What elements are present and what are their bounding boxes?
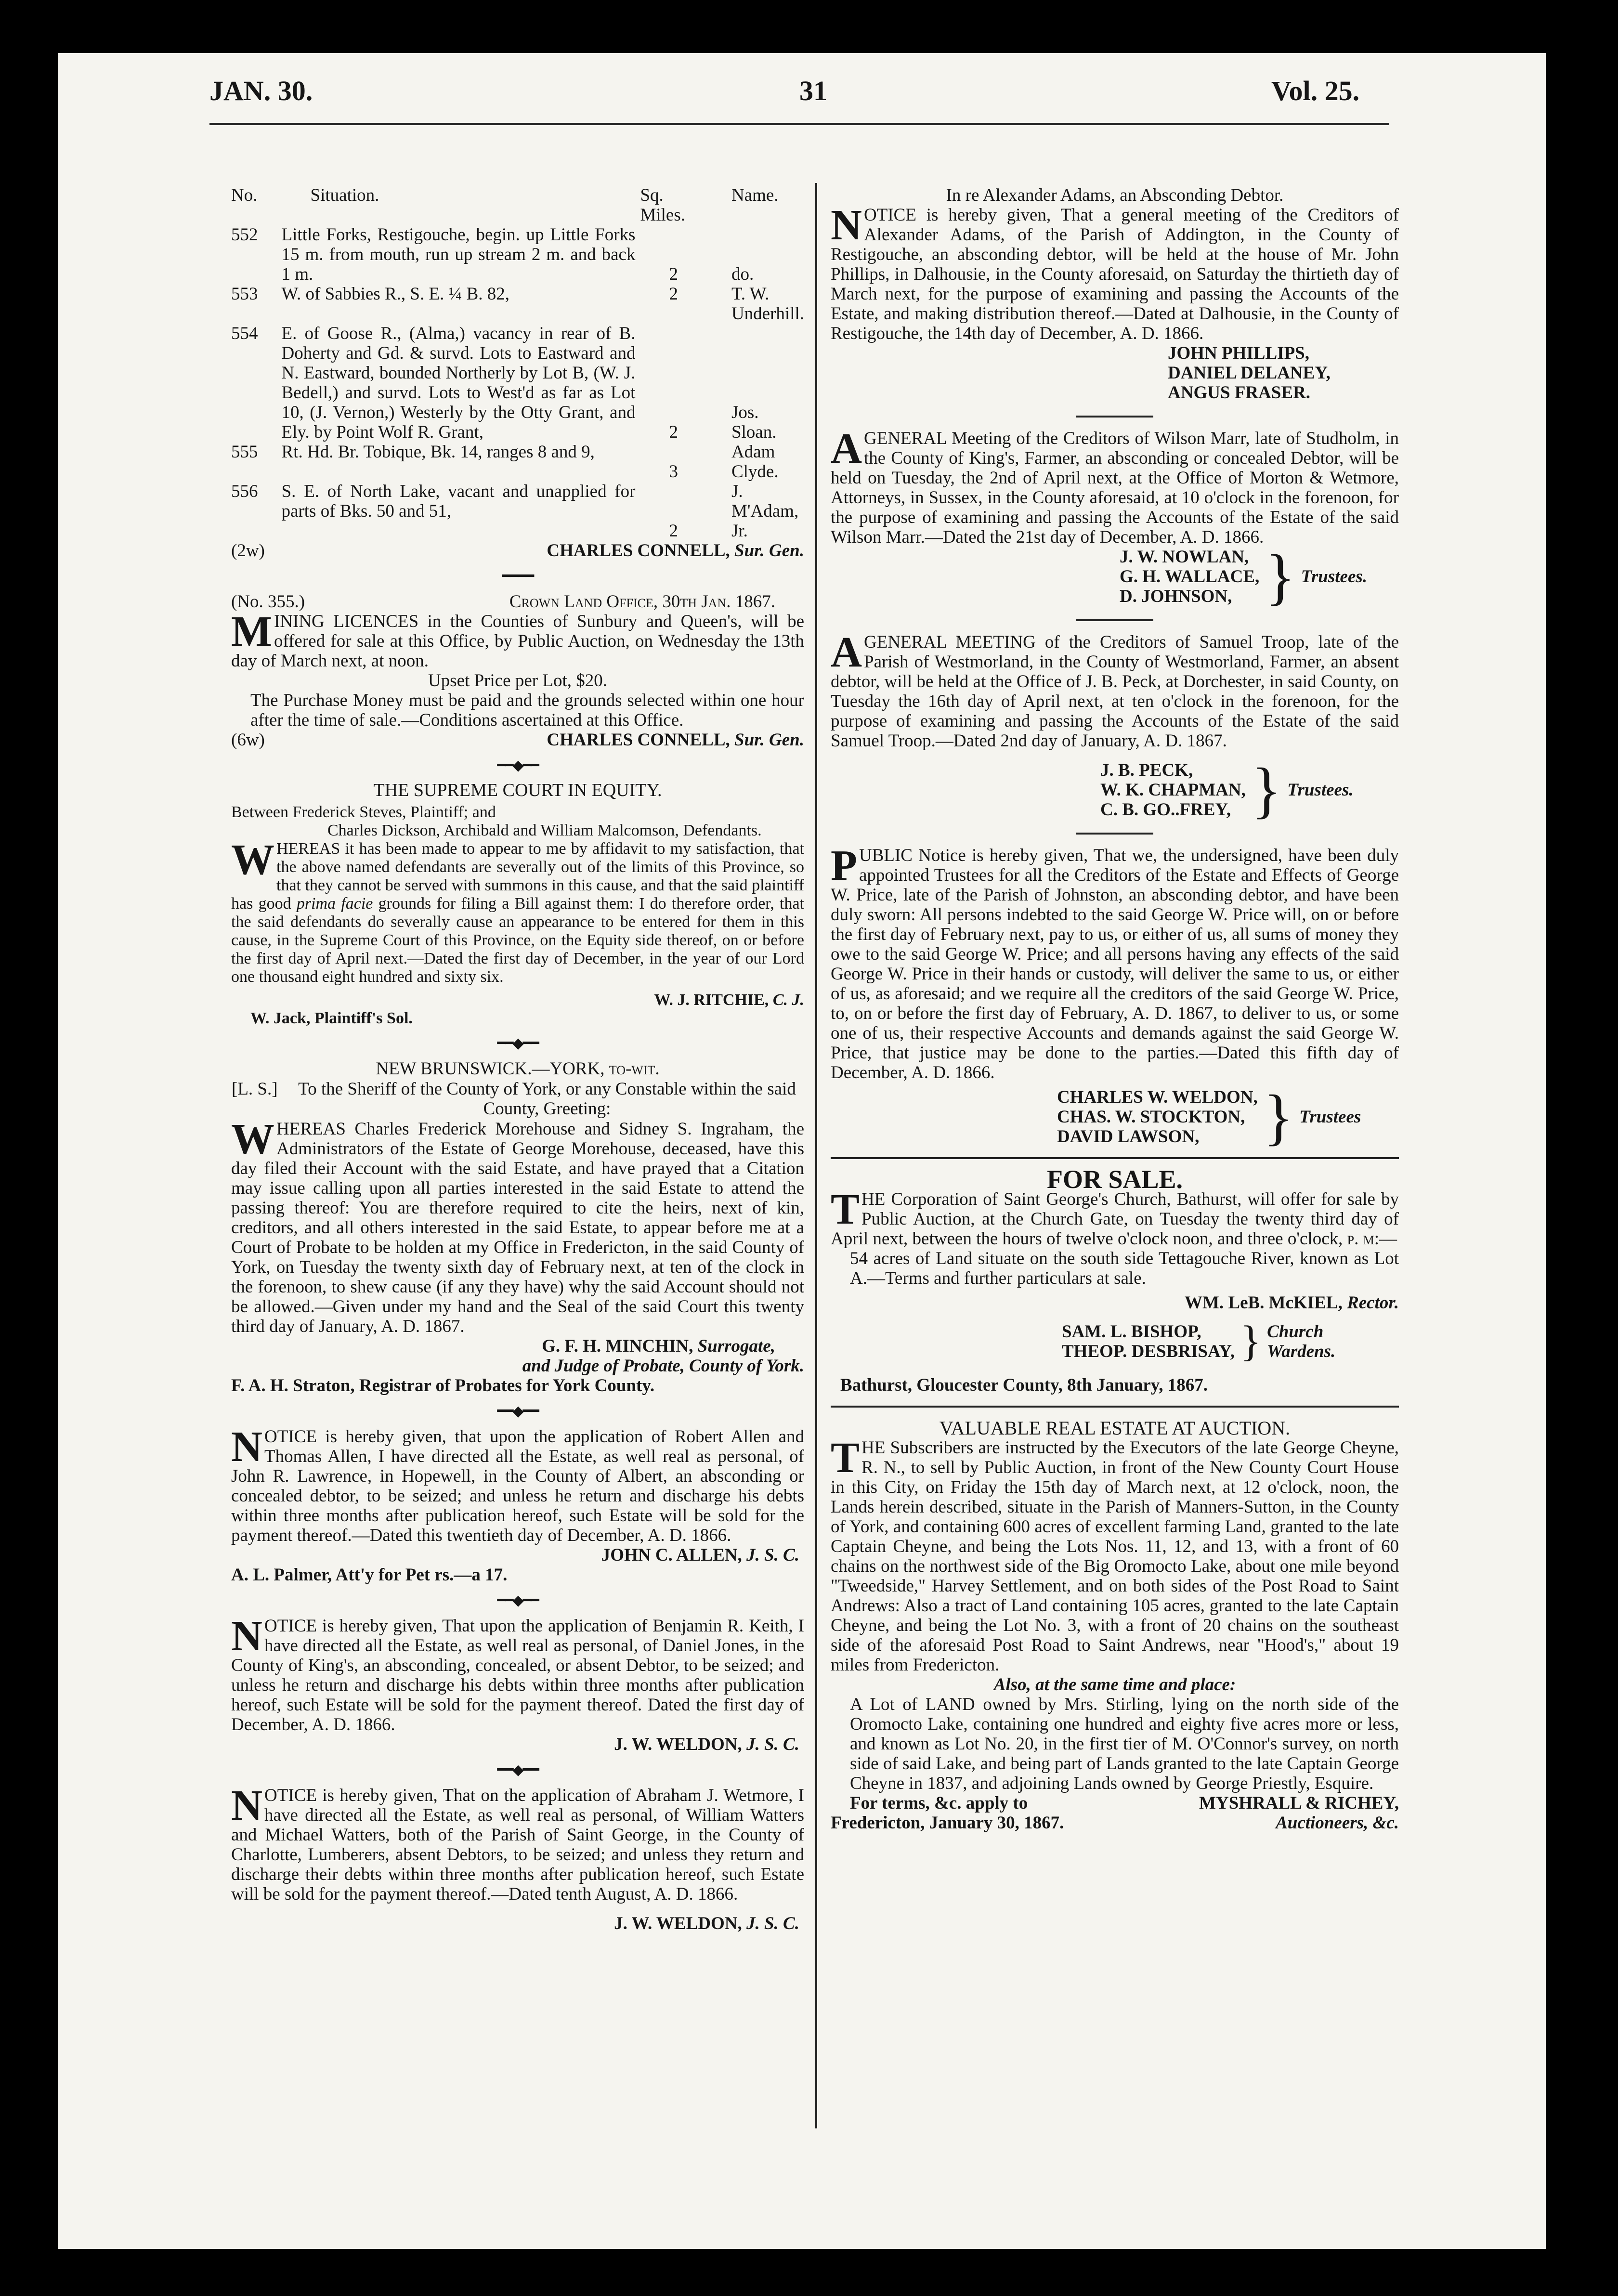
notice-title: NEW BRUNSWICK.—YORK, to-wit. xyxy=(376,1059,660,1079)
apply-text: For terms, &c. apply to xyxy=(850,1793,1028,1813)
trustees xyxy=(831,1082,1399,1152)
row-no: 554 xyxy=(231,324,258,343)
trustee: CHARLES W. WELDON, xyxy=(1057,1087,1258,1107)
brace: } xyxy=(1240,1318,1262,1365)
troop-notice xyxy=(831,628,1399,825)
adams-notice xyxy=(831,185,1399,403)
row-name: Adam Clyde. xyxy=(731,442,779,482)
dateline: Bathurst, Gloucester County, 8th January, 1867. xyxy=(840,1375,1208,1395)
trustee: W. K. CHAPMAN, xyxy=(1100,780,1246,800)
notice-body: NOTICE is hereby given, that upon the application of Robert Allen and Thomas Allen, I have directed all the Estate, as well real as personal, of John R. Lawrence, in Hopewell, in the County of Albert, an absconding or concealed debtor, to be seized; and unless he return and discharge his debts within three months after publication hereof, such Estate will be sold for the payment thereof.—Dated this twentieth day of December, A. D. 1866. xyxy=(231,1423,804,1545)
row-name: T. W. Underhill. xyxy=(731,284,805,324)
citation-address xyxy=(231,1079,804,1119)
auction-notice xyxy=(831,1418,1399,1833)
page-number: 31 xyxy=(799,75,827,106)
firm-title: Auctioneers, &c. xyxy=(1276,1813,1399,1833)
notice-body: THE Corporation of Saint George's Church, Bathurst, will offer for sale by Public Auction, at the Church Gate, on Tuesday the twenty third day of April next, between the hours of twelve o'clock noon, and three o'clock, p. m:— xyxy=(831,1186,1399,1249)
ornament-divider: ━━◆━━ xyxy=(497,757,538,773)
notice-body: PUBLIC Notice is hereby given, That we, the undersigned, have been duly appointed Trustees for all the Creditors of the Estate and Effects of George W. Price, late of the Parish of Johnston, an absconding debtor, and have been duly sworn: All persons indebted to the said George W. Price will, on or before the first day of February next, pay to us, or either of us, all sums of money they owe to the said George W. Price; and all persons having any effects of the said George W. Price in their hands or custody, will deliver the same to us, or either of us, as aforesaid; and we require all the creditors of the said George W. Price, to, on or before the first day of February, A. D. 1867, to deliver to us, or some one of us, their respective Accounts and demands against the said George W. Price, that justice may be done to the parties.—Dated this fifth day of December, A. D. 1866. xyxy=(831,842,1399,1083)
marr-notice xyxy=(831,425,1399,612)
ornament-divider: ━━◆━━ xyxy=(497,1762,538,1778)
row-no: 553 xyxy=(231,284,258,304)
short-rule xyxy=(831,825,1399,840)
short-rule xyxy=(831,612,1399,626)
trustee-names xyxy=(1057,1087,1258,1147)
registrar: F. A. H. Straton, Registrar of Probates for York County. xyxy=(231,1376,655,1396)
price-notice xyxy=(831,842,1399,1152)
land-table-header xyxy=(231,185,804,225)
notice-body: NOTICE is hereby given, That on the application of Abraham J. Wetmore, I have directed all the Estate, as well real as personal, of William Watters and Michael Watters, both of the Parish of Saint George, in the County of Charlotte, Lumberers, absent Debtors, to be seized; and unless they return and discharge their debts within three months after publication hereof, such Estate will be sold for the payment thereof.—Dated tenth August, A. D. 1866. xyxy=(231,1782,804,1904)
dateline: Fredericton, January 30, 1867. xyxy=(831,1813,1064,1833)
row-situation: E. of Goose R., (Alma,) vacancy in rear of B. Doherty and Gd. & survd. Lots to Eastward and N. Eastward, bounded Northerly by Lot B, (W. J. Bedell,) and survd. Lots to West'd as far as Lot 10, (J. Vernon,) Westerly by the Otty Grant, and Ely. by Point Wolf R. Grant, xyxy=(281,324,636,442)
row-sq: 2 xyxy=(669,284,678,304)
col-situation: Situation. xyxy=(310,185,379,205)
row-no: 556 xyxy=(231,482,258,501)
table-row xyxy=(231,482,804,541)
column-divider xyxy=(815,183,817,2128)
notice-body: WHEREAS Charles Frederick Morehouse and Sidney S. Ingraham, the Administrators of the Estate of George Morehouse, deceased, have this day filed their Account with the said Estate, and have prayed that a Citation may issue calling upon all parties interested in the said Estate to attend the passing thereof: You are therefore required to cite the heirs, next of kin, creditors, and all others interested in the said Estate, to appear before me at a Court of Probate to be holden at my Office in Fredericton, in the said County of York, on Tuesday the twenty sixth day of February next, at ten of the clock in the forenoon, to shew cause (if any they have) why the said Account should not be allowed.—Given under my hand and the Seal of the said Court this twenty third day of January, A. D. 1867. xyxy=(231,1115,804,1336)
auction-footer xyxy=(831,1813,1399,1833)
signature: W. J. RITCHIE, C. J. xyxy=(654,991,804,1009)
row-no: 552 xyxy=(231,225,258,245)
row-name: do. xyxy=(731,264,754,284)
warden-names xyxy=(1062,1322,1235,1361)
full-rule xyxy=(831,1157,1399,1159)
drop-cap: A xyxy=(831,628,862,676)
trustee: CHAS. W. STOCKTON, xyxy=(1057,1107,1245,1127)
notice-body: 54 acres of Land situate on the south side Tettagouche River, known as Lot A.—Terms and further particulars at sale. xyxy=(850,1249,1399,1288)
trustee-names xyxy=(1100,760,1246,820)
row-sq: 2 xyxy=(669,521,678,541)
notice-body: WHEREAS it has been made to appear to me by affidavit to my satisfaction, that the above named defendants are severally out of the limits of this Province, so that they cannot be served with summons in this cause, and that the said plaintiff has good prima facie grounds for filing a Bill against them: I do therefore order, that the said defendants do severally cause an appearance to be entered for them in this cause, in the Supreme Court of this Province, on the Equity side thereof, on or before the first day of April next.—Dated the first day of December, in the year of our Lord one thousand eight hundred and sixty six. xyxy=(231,836,804,986)
trustee: G. H. WALLACE, xyxy=(1120,567,1260,587)
trustee: D. JOHNSON, xyxy=(1120,587,1232,606)
trustee: J. W. NOWLAN, xyxy=(1120,547,1249,567)
signers xyxy=(831,343,1399,403)
signature: J. W. WELDON, J. S. C. xyxy=(614,1914,799,1933)
notice-body: AGENERAL MEETING of the Creditors of Samuel Troop, late of the Parish of Westmorland, in the County of Westmorland, Farmer, an absent debtor, will be held at the Office of J. B. Peck, at Dorchester, in said County, on Tuesday the 16th day of April next, at ten o'clock in the forenoon, for the purpose of examining and passing the Accounts of the Estate of the said Samuel Troop.—Dated 2nd day of January, A. D. 1867. xyxy=(831,628,1399,751)
mining-licences-notice xyxy=(231,592,804,750)
notice-body: A Lot of LAND owned by Mrs. Stirling, lying on the north side of the Oromocto Lake, containing one hundred and eighty five acres more or less, and known as Lot No. 20, in the first tier of M. O'Connor's survey, on north side of said Lake, and being part of Lands granted to the late Captain George Cheyne in 1837, and adjoining Lands owned by George Priestly, Esquire. xyxy=(850,1695,1399,1793)
row-sq: 2 xyxy=(669,422,678,442)
ornament-divider: ━━━━ xyxy=(502,568,534,584)
row-situation: S. E. of North Lake, vacant and unapplied for parts of Bks. 50 and 51, xyxy=(281,482,636,521)
notice-number: (No. 355.) xyxy=(231,592,305,612)
apply-line xyxy=(831,1793,1399,1813)
notice-title: THE SUPREME COURT IN EQUITY. xyxy=(373,780,662,800)
short-rule xyxy=(831,408,1399,423)
notice-title: In re Alexander Adams, an Absconding Debtor. xyxy=(946,185,1284,205)
signature: JOHN C. ALLEN, J. S. C. xyxy=(601,1545,799,1565)
left-column xyxy=(231,185,804,1933)
notice-title: FOR SALE. xyxy=(1046,1165,1183,1194)
row-sq: 2 xyxy=(669,264,678,284)
trustee: C. B. GO..FREY, xyxy=(1100,800,1231,820)
notice-wetmore xyxy=(231,1782,804,1933)
drop-cap: W xyxy=(231,1115,274,1163)
header-volume: Vol. 25. xyxy=(1271,75,1360,106)
parties: Between Frederick Steves, Plaintiff; and xyxy=(231,803,496,821)
also-heading: Also, at the same time and place: xyxy=(993,1675,1236,1695)
notice-footer xyxy=(231,730,804,750)
land-table-footer xyxy=(231,541,804,561)
drop-cap: T xyxy=(831,1186,860,1233)
drop-cap: A xyxy=(831,425,862,472)
seal: [L. S.] xyxy=(232,1079,278,1099)
row-situation: Little Forks, Restigouche, begin. up Little Forks 15 m. from mouth, run up stream 2 m. and back 1 m. xyxy=(281,225,636,284)
notice-body: MINING LICENCES in the Counties of Sunbury and Queen's, will be offered for sale at this Office, by Public Auction, on Wednesday the 13th day of March next, at noon. xyxy=(231,608,804,671)
col-name: Name. xyxy=(731,185,779,205)
table-row xyxy=(231,284,804,324)
signature: WM. LeB. McKIEL, Rector. xyxy=(1184,1293,1399,1313)
warden: SAM. L. BISHOP, xyxy=(1062,1322,1201,1342)
header-rule xyxy=(209,123,1389,125)
drop-cap: N xyxy=(831,201,862,249)
drop-cap: N xyxy=(231,1423,262,1471)
signer: ANGUS FRASER. xyxy=(1168,383,1311,403)
ornament-divider: ━━◆━━ xyxy=(497,1035,538,1051)
trustee-role: Trustees xyxy=(1299,1107,1361,1127)
brace: } xyxy=(1265,542,1295,612)
drop-cap: M xyxy=(231,608,272,655)
wardens xyxy=(831,1313,1399,1370)
trustee: J. B. PECK, xyxy=(1100,760,1193,780)
brace: } xyxy=(1251,755,1282,825)
row-no: 555 xyxy=(231,442,258,462)
land-table xyxy=(231,185,804,541)
notice-body: NOTICE is hereby given, That a general meeting of the Creditors of Alexander Adams, of the Parish of Addington, in the County of Restigouche, an absconding debtor, will be held at the house of Mr. John Phillips, in Dalhousie, in the County aforesaid, on Saturday the thirtieth day of March next, for the purpose of examining and passing the Accounts of the Estate, and making distribution thereof.—Dated at Dalhousie, in the County of Restigouche, the 14th day of December, A. D. 1866. xyxy=(831,201,1399,343)
row-name: J. M'Adam, Jr. xyxy=(731,482,799,541)
solicitor: W. Jack, Plaintiff's Sol. xyxy=(250,1009,413,1027)
right-column xyxy=(831,185,1399,1833)
trustee: DAVID LAWSON, xyxy=(1057,1127,1200,1147)
col-sqmiles: Sq. Miles. xyxy=(640,185,685,225)
page-header xyxy=(0,75,1618,128)
signer: DANIEL DELANEY, xyxy=(1168,363,1331,383)
row-name: Jos. Sloan. xyxy=(731,403,777,442)
trustees xyxy=(831,542,1399,612)
notice-title: VALUABLE REAL ESTATE AT AUCTION. xyxy=(939,1417,1291,1439)
signature: G. F. H. MINCHIN, Surrogate, xyxy=(542,1336,775,1356)
table-row xyxy=(231,442,804,482)
notice-body: THE Subscribers are instructed by the Executors of the late George Cheyne, R. N., to sell by Public Auction, in front of the New County Court House in this City, on Friday the 15th day of March next, at 12 o'clock, noon, the Lands herein described, situate in the Parish of Manners-Sutton, in the County of York, and containing 600 acres of excellent farming Land, granted to the late Captain Cheyne, and being the Lots Nos. 11, 12, and 13, with a front of 60 chains on the northwest side of the Big Oromocto Lake, about one mile beyond "Tweedside," Harvey Settlement, and on both sides of the Post Road to Saint Andrews: Also a tract of Land containing 105 acres, granted to the late Captain Cheyne, and being the Lot No. 3, with a front of 20 chains on the southeast side of the aforesaid Post Road to Saint Andrews, near "Hood's," about 19 miles from Fredericton. xyxy=(831,1434,1399,1675)
addressee: To the Sheriff of the County of York, or any Constable within the said County, Greeting: xyxy=(298,1079,796,1119)
warden: THEOP. DESBRISAY, xyxy=(1062,1342,1235,1361)
signer: JOHN PHILLIPS, xyxy=(1168,343,1309,363)
signature: J. W. WELDON, J. S. C. xyxy=(614,1735,799,1754)
trustees xyxy=(831,755,1399,825)
insertion-count: (2w) xyxy=(231,541,265,561)
col-no: No. xyxy=(231,185,258,205)
notice-dateline xyxy=(231,592,804,612)
firm-name: MYSHRALL & RICHEY, xyxy=(1199,1793,1399,1813)
insertion-count: (6w) xyxy=(231,730,265,750)
header-date: JAN. 30. xyxy=(209,75,313,106)
signature: CHARLES CONNELL, Sur. Gen. xyxy=(547,541,804,561)
for-sale-notice xyxy=(831,1165,1399,1395)
drop-cap: N xyxy=(231,1782,262,1829)
signature: CHARLES CONNELL, Sur. Gen. xyxy=(547,730,804,750)
signature-title: and Judge of Probate, County of York. xyxy=(522,1356,804,1376)
equity-notice xyxy=(231,781,804,1028)
office-date: Crown Land Office, 30th Jan. 1867. xyxy=(509,592,775,612)
drop-cap: N xyxy=(231,1612,262,1660)
attorney: A. L. Palmer, Att'y for Pet rs.—a 17. xyxy=(231,1565,508,1585)
full-rule xyxy=(831,1406,1399,1408)
notice-allen xyxy=(231,1423,804,1585)
warden-role: Church Wardens. xyxy=(1267,1322,1336,1361)
row-situation: W. of Sabbies R., S. E. ¼ B. 82, xyxy=(281,284,510,304)
notice-body: AGENERAL Meeting of the Creditors of Wilson Marr, late of Studholm, in the County of King's, Farmer, an absconding or concealed Debtor, will be held on Tuesday, the 2nd of April next, at the Office of Morton & Wetmore, Attorneys, in Sussex, in the County aforesaid, at 10 o'clock in the forenoon, for the purpose of examining and passing the Accounts of the Estate of the said Wilson Marr.—Dated the 21st day of December, A. D. 1866. xyxy=(831,425,1399,547)
probate-citation xyxy=(231,1059,804,1396)
notice-body: The Purchase Money must be paid and the grounds selected within one hour after the time of sale.—Conditions ascertained at this Office. xyxy=(250,691,804,730)
trustee-role: Trustees. xyxy=(1287,780,1354,800)
table-row xyxy=(231,324,804,442)
upset-price: Upset Price per Lot, $20. xyxy=(428,671,607,691)
defendants: Charles Dickson, Archibald and William Malcomson, Defendants. xyxy=(327,822,762,839)
drop-cap: W xyxy=(231,836,274,884)
brace: } xyxy=(1263,1082,1294,1152)
trustee-names xyxy=(1120,547,1259,606)
trustee-role: Trustees. xyxy=(1301,567,1368,587)
row-situation: Rt. Hd. Br. Tobique, Bk. 14, ranges 8 and 9, xyxy=(281,442,595,462)
drop-cap: P xyxy=(831,842,857,889)
table-row xyxy=(231,225,804,284)
ornament-divider: ━━◆━━ xyxy=(497,1592,538,1608)
row-sq: 3 xyxy=(669,462,678,482)
drop-cap: T xyxy=(831,1434,860,1482)
notice-body: NOTICE is hereby given, That upon the application of Benjamin R. Keith, I have directed all the Estate, as well real as personal, of Daniel Jones, in the County of King's, an absconding, concealed, or absent Debtor, to be seized; and unless he return and discharge his debts within three months after publication hereof, such Estate will be sold for the payment thereof. Dated the first day of December, A. D. 1866. xyxy=(231,1612,804,1735)
notice-keith xyxy=(231,1612,804,1754)
ornament-divider: ━━◆━━ xyxy=(497,1403,538,1419)
